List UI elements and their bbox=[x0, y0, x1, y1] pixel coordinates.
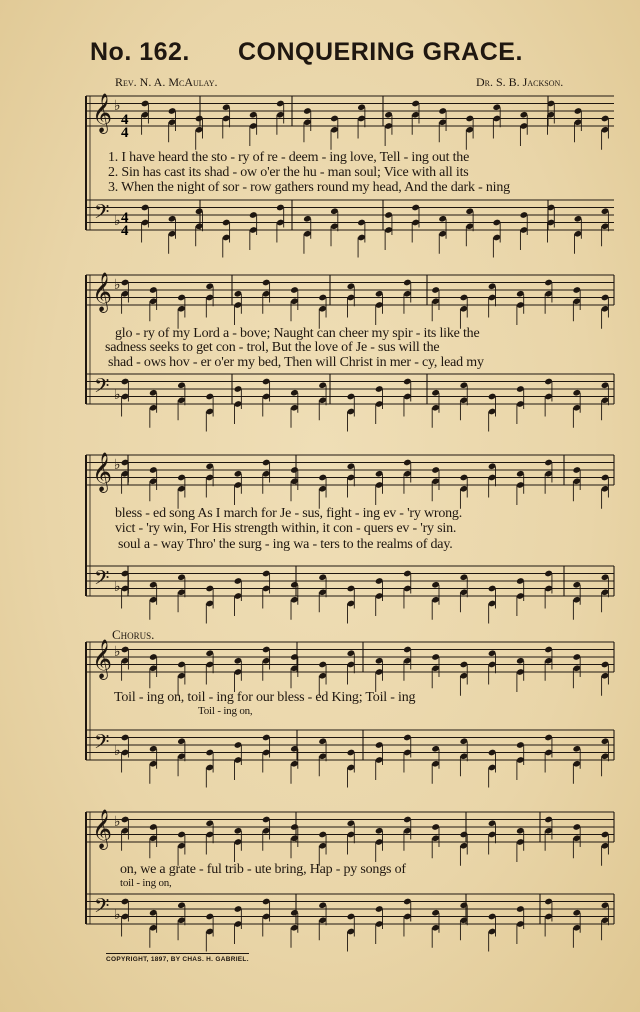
treble-clef-icon: 𝄞 bbox=[92, 452, 113, 492]
chorus-bass-line-2: toil - ing on, bbox=[120, 877, 172, 889]
verse-1-line-1: 1. I have heard the sto - ry of re - deem - ing love, Tell - ing out the bbox=[108, 150, 470, 165]
verse-3-line-2: shad - ows hov - er o'er my bed, Then will Christ in mer - cy, lead my bbox=[108, 355, 484, 370]
copyright-notice: COPYRIGHT, 1897, BY CHAS. H. GABRIEL. bbox=[106, 953, 249, 963]
flat-icon: ♭ bbox=[114, 213, 121, 229]
flat-icon: ♭ bbox=[114, 814, 121, 830]
chorus-line-1: Toil - ing on, toil - ing for our bless - ed King; Toil - ing bbox=[114, 690, 416, 705]
composer-credit: Dr. S. B. Jackson. bbox=[476, 75, 564, 89]
flat-icon: ♭ bbox=[114, 644, 121, 660]
treble-clef-icon: 𝄞 bbox=[92, 809, 113, 849]
verse-1-line-3: bless - ed song As I march for Je - sus, fight - ing ev - 'ry wrong. bbox=[115, 506, 463, 521]
verse-3-line-1: 3. When the night of sor - row gathers round my head, And the dark - ning bbox=[108, 180, 510, 195]
chorus-bass-line-1: Toil - ing on, bbox=[198, 705, 253, 717]
flat-icon: ♭ bbox=[114, 277, 121, 293]
time-signature-treble-bottom: 4 bbox=[121, 125, 129, 141]
bass-clef-icon: 𝄢 bbox=[94, 894, 110, 922]
chorus-label: Chorus. bbox=[112, 627, 155, 642]
treble-clef-icon: 𝄞 bbox=[92, 639, 113, 679]
verse-3-line-3: soul a - way Thro' the surg - ing wa - ters to the realms of day. bbox=[118, 537, 453, 552]
verse-2-line-3: vict - 'ry win, For His strength within, it con - quers ev - 'ry sin. bbox=[115, 521, 457, 536]
chorus-line-2: on, we a grate - ful trib - ute bring, Hap - py songs of bbox=[120, 862, 406, 877]
flat-icon: ♭ bbox=[114, 907, 121, 923]
bass-clef-icon: 𝄢 bbox=[94, 730, 110, 758]
verse-2-line-2: sadness seeks to get con - trol, But the love of Je - sus will the bbox=[105, 340, 440, 355]
flat-icon: ♭ bbox=[114, 98, 121, 114]
flat-icon: ♭ bbox=[114, 457, 121, 473]
treble-clef-icon: 𝄞 bbox=[92, 93, 113, 133]
bass-clef-icon: 𝄢 bbox=[94, 200, 110, 228]
verse-1-line-2: glo - ry of my Lord a - bove; Naught can cheer my spir - its like the bbox=[115, 326, 480, 341]
flat-icon: ♭ bbox=[114, 743, 121, 759]
time-signature-bass-top: 4 bbox=[121, 210, 129, 226]
flat-icon: ♭ bbox=[114, 579, 121, 595]
bass-clef-icon: 𝄢 bbox=[94, 374, 110, 402]
treble-clef-icon: 𝄞 bbox=[92, 272, 113, 312]
lyricist-credit: Rev. N. A. McAulay. bbox=[115, 75, 218, 89]
verse-2-line-1: 2. Sin has cast its shad - ow o'er the hu - man soul; Vice with all its bbox=[108, 165, 469, 180]
time-signature-treble-top: 4 bbox=[121, 112, 129, 128]
time-signature-bass-bottom: 4 bbox=[121, 223, 129, 239]
hymn-number: No. 162. bbox=[90, 38, 190, 66]
bass-clef-icon: 𝄢 bbox=[94, 566, 110, 594]
flat-icon: ♭ bbox=[114, 387, 121, 403]
hymn-title: CONQUERING GRACE. bbox=[238, 38, 523, 66]
